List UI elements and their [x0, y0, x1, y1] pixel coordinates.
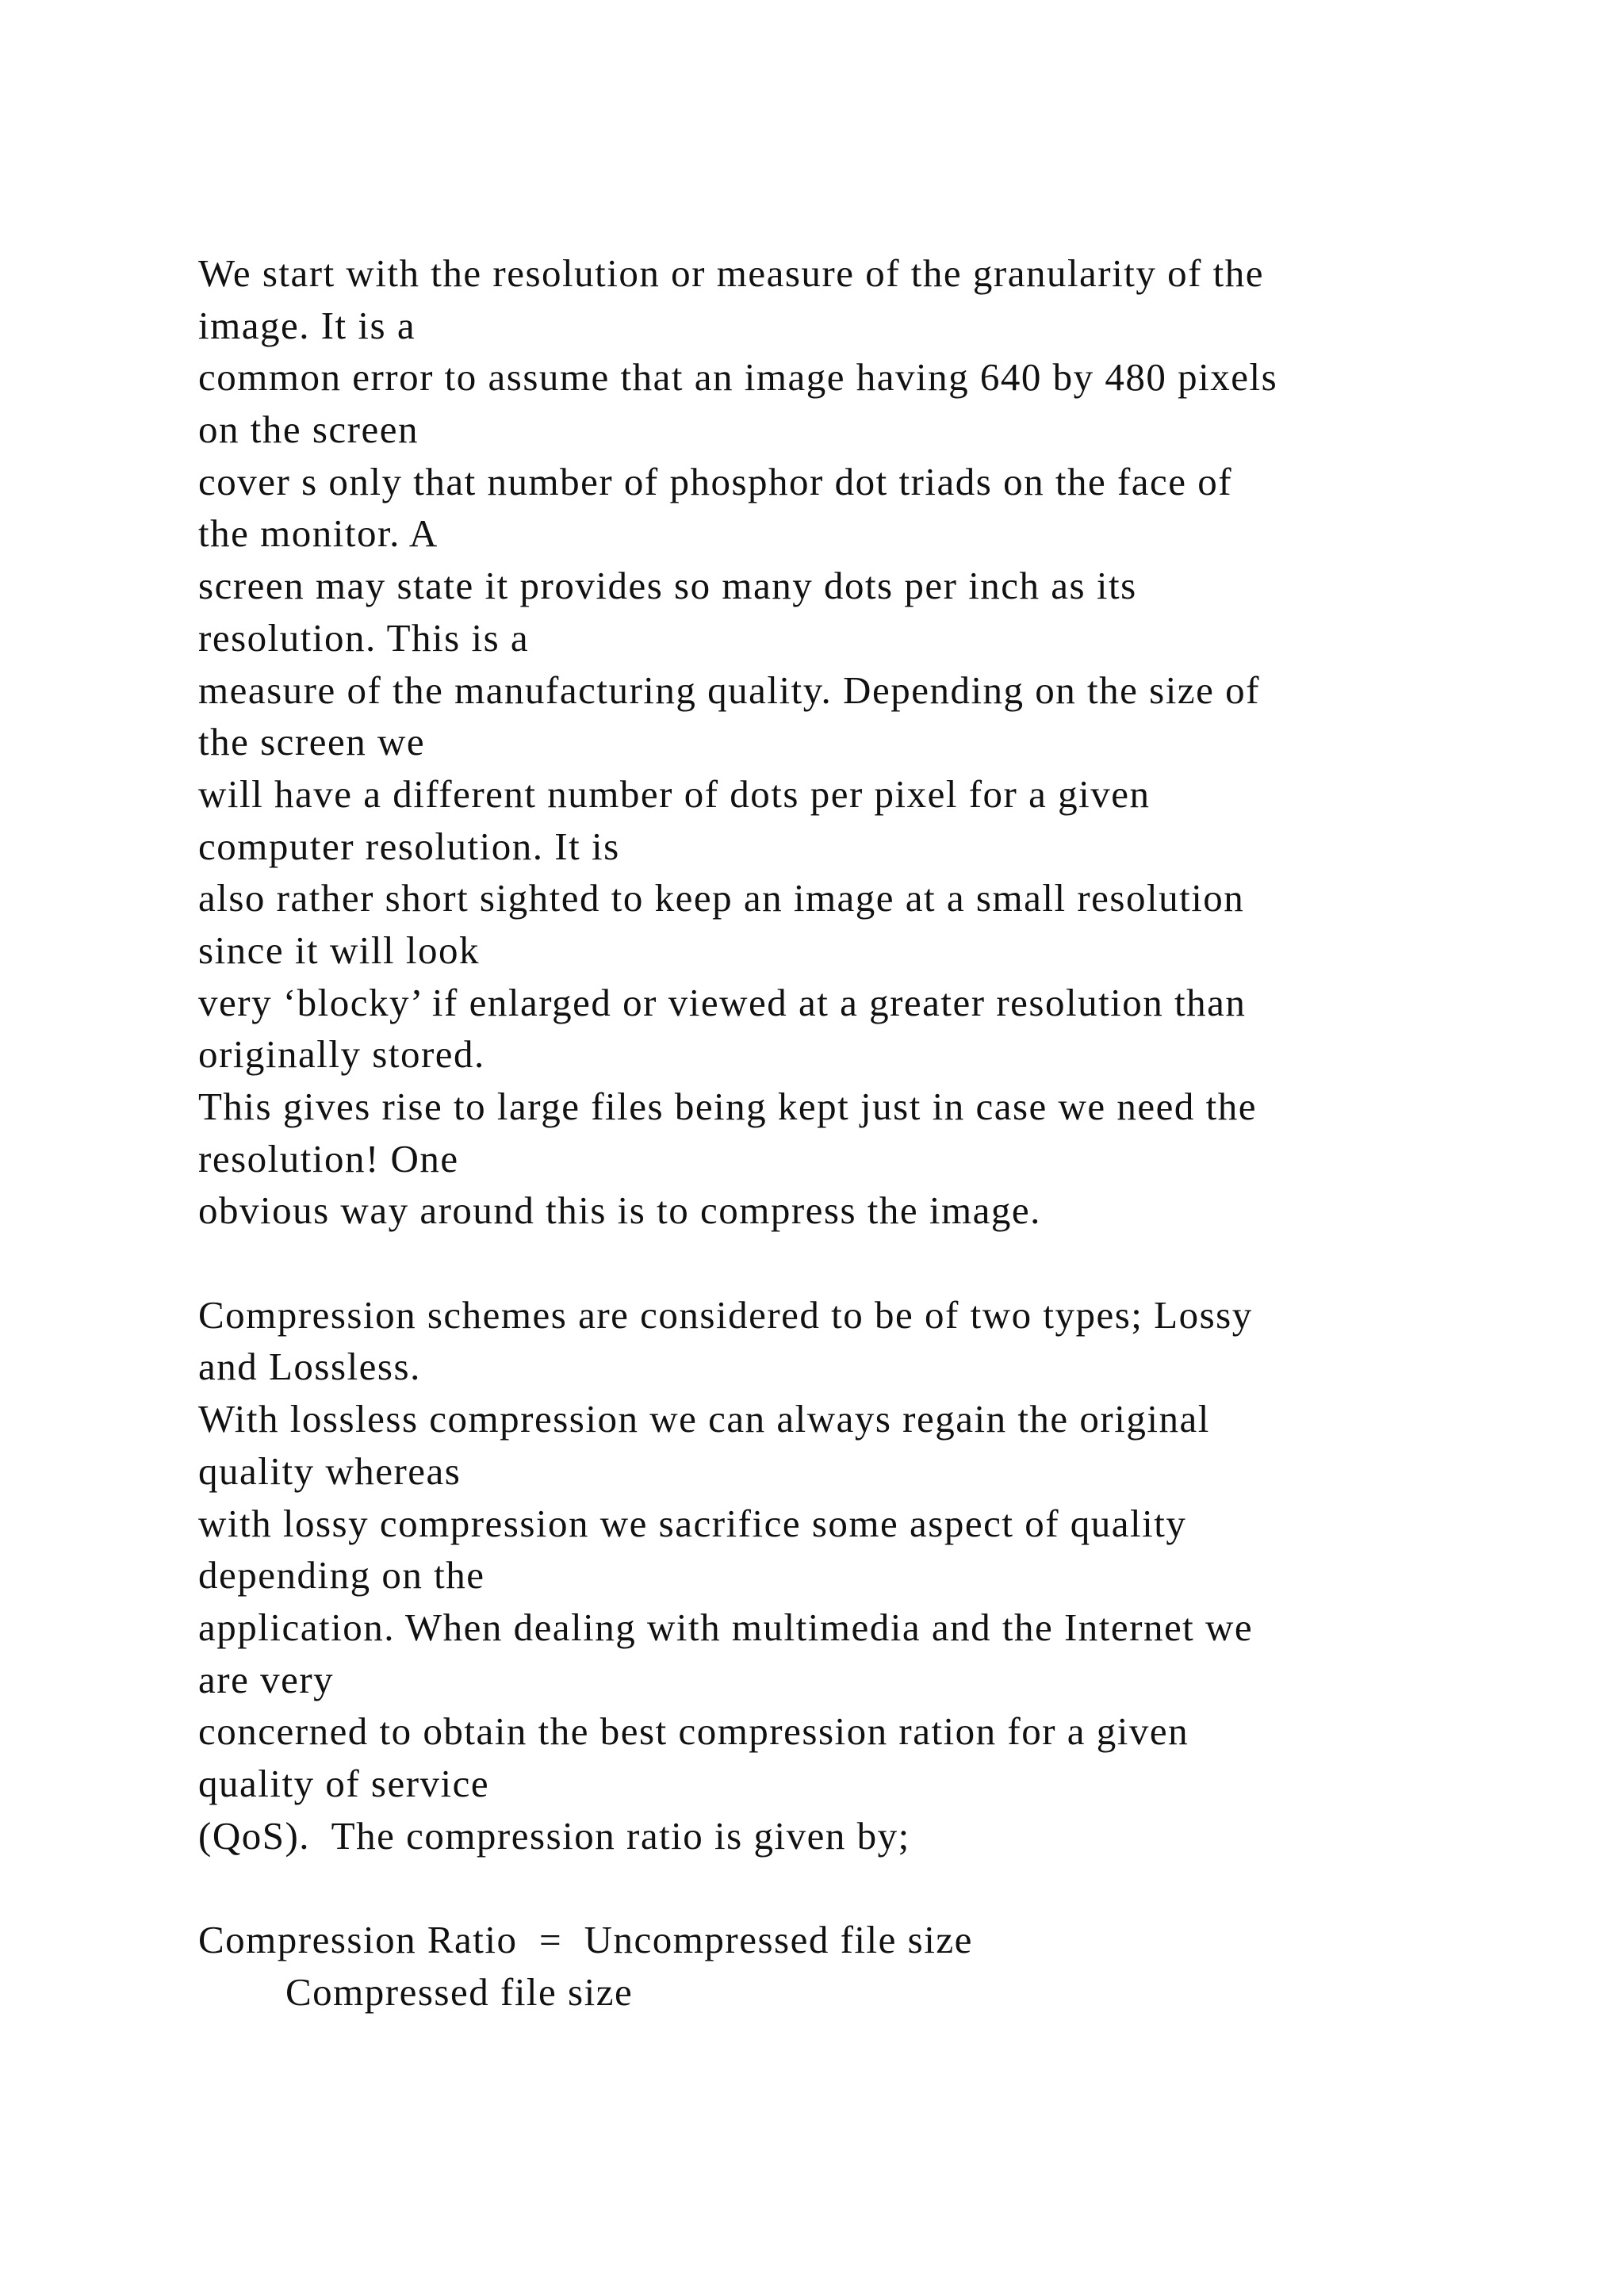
text-line: resolution! One: [198, 1136, 459, 1181]
paragraph-spacer: [198, 1862, 1546, 1914]
text-line: also rather short sighted to keep an image at a small resolution: [198, 876, 1245, 920]
formula-numerator-line: Compression Ratio = Uncompressed file size: [198, 1918, 973, 1961]
text-line: depending on the: [198, 1553, 485, 1598]
text-line: very ‘blocky’ if enlarged or viewed at a greater resolution than: [198, 980, 1247, 1024]
document-body: [198, 247, 1546, 2018]
text-line: cover s only that number of phosphor dot triads on the face of: [198, 459, 1233, 503]
text-line: since it will look: [198, 928, 480, 972]
text-line: the screen we: [198, 720, 426, 764]
text-line: and Lossless.: [198, 1345, 421, 1389]
text-line: the monitor. A: [198, 511, 439, 556]
text-line: Compression schemes are considered to be of two types; Lossy: [198, 1292, 1253, 1337]
text-line: (QoS). The compression ratio is given by;: [198, 1813, 910, 1858]
text-line: application. When dealing with multimedia and the Internet we: [198, 1605, 1254, 1649]
text-line: on the screen: [198, 408, 419, 452]
text-line: This gives rise to large files being kept just in case we need the: [198, 1085, 1258, 1128]
text-line: computer resolution. It is: [198, 824, 620, 868]
text-line: resolution. This is a: [198, 615, 530, 660]
text-line: are very: [198, 1657, 335, 1701]
text-line: quality whereas: [198, 1448, 462, 1493]
paragraph-spacer: [198, 1237, 1546, 1289]
text-line: image. It is a: [198, 303, 416, 347]
formula-denominator-line: Compressed file size: [198, 1969, 634, 2014]
compression-ratio-formula: [198, 1914, 1546, 2018]
paragraph-resolution: [198, 247, 1546, 1237]
text-line: measure of the manufacturing quality. Depending on the size of: [198, 668, 1260, 712]
text-line: common error to assume that an image having 640 by 480 pixels: [198, 355, 1278, 400]
text-line: with lossy compression we sacrifice some aspect of quality: [198, 1501, 1187, 1545]
text-line: will have a different number of dots per pixel for a given: [198, 771, 1151, 816]
text-line: With lossless compression we can always regain the original: [198, 1397, 1210, 1441]
text-line: We start with the resolution or measure of the granularity of the: [198, 251, 1265, 295]
text-line: quality of service: [198, 1761, 490, 1805]
text-line: obvious way around this is to compress the image.: [198, 1188, 1041, 1233]
text-line: screen may state it provides so many dots per inch as its: [198, 564, 1137, 608]
text-line: concerned to obtain the best compression ration for a given: [198, 1709, 1189, 1754]
paragraph-compression: [198, 1289, 1546, 1862]
text-line: originally stored.: [198, 1032, 485, 1077]
